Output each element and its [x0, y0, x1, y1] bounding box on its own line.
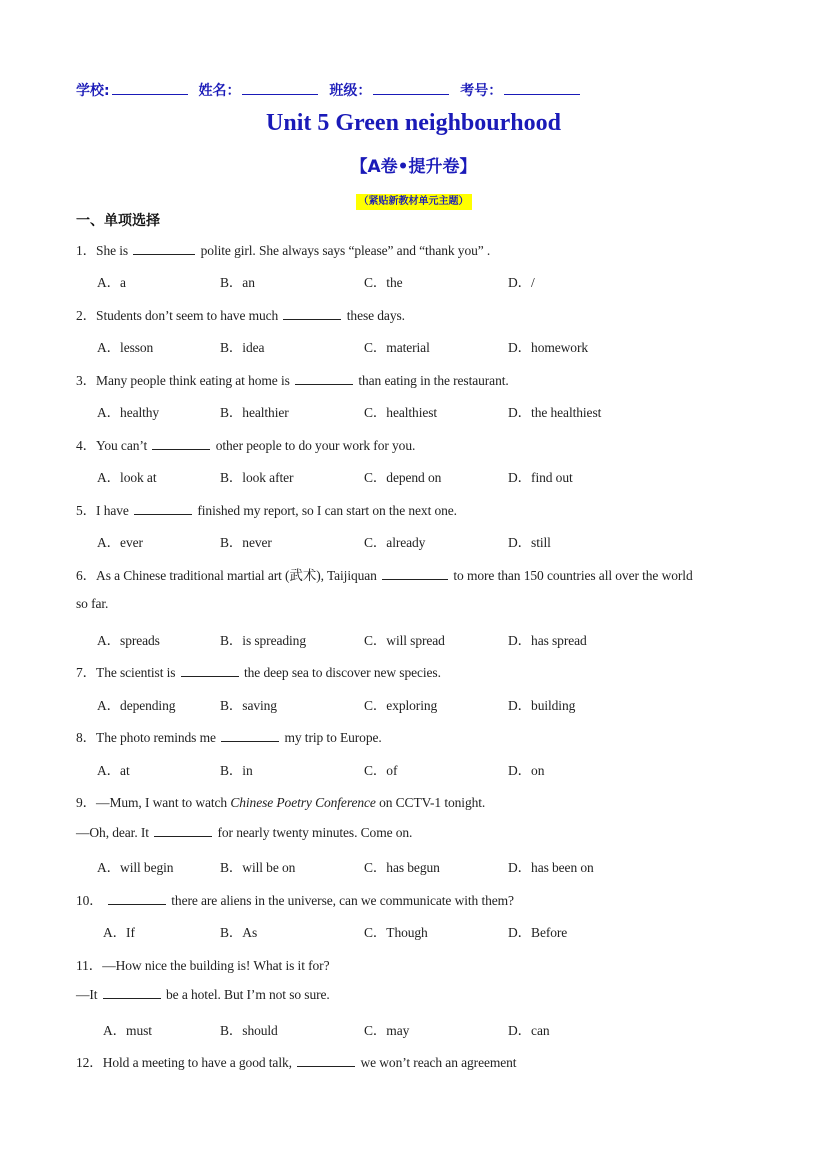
paper-subtitle: 【A卷•提升卷】 [350, 157, 477, 177]
option-c[interactable]: C．Though [364, 925, 428, 940]
answer-blank [283, 307, 341, 320]
question-text: 1．She is [76, 243, 129, 258]
options-10 [0, 921, 827, 939]
question-text: 7．The scientist is [76, 665, 176, 680]
option-b[interactable]: B．saving [220, 698, 277, 713]
option-c[interactable]: C．depend on [364, 470, 442, 485]
option-a[interactable]: A．must [103, 1023, 152, 1038]
option-c[interactable]: C．of [364, 763, 398, 778]
program-title: Chinese Poetry Conference [230, 795, 376, 810]
question-5 [76, 499, 457, 519]
answer-blank [108, 892, 166, 905]
question-text: the deep sea to discover new species. [244, 665, 441, 680]
question-text: there are aliens in the universe, can we communicate with them? [171, 893, 514, 908]
options-5 [0, 531, 827, 549]
question-text: 5．I have [76, 503, 129, 518]
option-b[interactable]: B．As [220, 925, 258, 940]
question-text: for nearly twenty minutes. Come on. [217, 825, 413, 840]
question-text: 10． [76, 893, 103, 908]
option-a[interactable]: A．healthy [97, 405, 160, 420]
question-text: 2．Students don’t seem to have much [76, 308, 279, 323]
options-9 [0, 856, 827, 874]
theme-badge: （紧贴新教材单元主题） [356, 194, 472, 210]
option-a[interactable]: A．spreads [97, 633, 160, 648]
option-d[interactable]: D．has been on [508, 860, 594, 875]
question-4 [76, 434, 415, 454]
option-a[interactable]: A．at [97, 763, 130, 778]
question-6 [76, 564, 693, 584]
exam-number-blank[interactable] [504, 82, 580, 95]
answer-blank [297, 1054, 355, 1067]
option-d[interactable]: D．building [508, 698, 576, 713]
question-text: 9．—Mum, I want to watch [76, 795, 228, 810]
question-text: 8．The photo reminds me [76, 730, 216, 745]
question-text: than eating in the restaurant. [358, 373, 509, 388]
options-6 [0, 629, 827, 647]
option-d[interactable]: D．can [508, 1023, 550, 1038]
option-d[interactable]: D．still [508, 535, 551, 550]
answer-blank [295, 372, 353, 385]
exam-number-label: 考号： [460, 83, 503, 99]
question-text: 3．Many people think eating at home is [76, 373, 290, 388]
student-info-line [76, 80, 586, 100]
option-d[interactable]: D．the healthiest [508, 405, 602, 420]
option-a[interactable]: A．a [97, 275, 126, 290]
question-text: —It [76, 987, 98, 1002]
answer-blank [133, 242, 195, 255]
page-title: Unit 5 Green neighbourhood [266, 110, 561, 136]
class-label: 班级： [329, 83, 372, 99]
option-c[interactable]: C．has begun [364, 860, 440, 875]
question-text: other people to do your work for you. [215, 438, 416, 453]
school-label: 学校: [76, 83, 110, 99]
question-11 [76, 954, 329, 974]
option-c[interactable]: C．the [364, 275, 403, 290]
option-b[interactable]: B．idea [220, 340, 265, 355]
answer-blank [103, 986, 161, 999]
school-blank[interactable] [112, 82, 188, 95]
option-c[interactable]: C．exploring [364, 698, 438, 713]
option-b[interactable]: B．healthier [220, 405, 289, 420]
options-3 [0, 401, 827, 419]
option-d[interactable]: D．has spread [508, 633, 587, 648]
answer-blank [154, 824, 212, 837]
option-b[interactable]: B．should [220, 1023, 278, 1038]
question-text: 11．—How nice the building is! What is it for? [76, 958, 330, 973]
badge-row [0, 191, 827, 210]
option-b[interactable]: B．is spreading [220, 633, 306, 648]
option-c[interactable]: C．will spread [364, 633, 445, 648]
question-1 [76, 239, 490, 259]
question-text: 4．You can’t [76, 438, 148, 453]
question-text: my trip to Europe. [284, 730, 382, 745]
options-2 [0, 336, 827, 354]
answer-blank [152, 437, 210, 450]
option-a[interactable]: A．ever [97, 535, 143, 550]
question-2 [76, 304, 405, 324]
option-d[interactable]: D．homework [508, 340, 588, 355]
section-title: 一、单项选择 [76, 213, 160, 229]
question-8 [76, 726, 382, 746]
question-11-reply [76, 986, 330, 1003]
answer-blank [382, 567, 448, 580]
options-4 [0, 466, 827, 484]
option-b[interactable]: B．never [220, 535, 272, 550]
question-text: these days. [346, 308, 405, 323]
option-a[interactable]: A．If [103, 925, 135, 940]
option-c[interactable]: C．already [364, 535, 426, 550]
question-10 [76, 889, 514, 909]
option-a[interactable]: A．lesson [97, 340, 154, 355]
options-1 [0, 271, 827, 289]
question-text: to more than 150 countries all over the world [453, 568, 693, 583]
question-text: finished my report, so I can start on the next one. [197, 503, 457, 518]
question-12 [76, 1051, 516, 1071]
question-text: 6．As a Chinese traditional martial art (武术), Taijiquan [76, 568, 377, 583]
question-text: —Oh, dear. It [76, 825, 149, 840]
option-b[interactable]: B．an [220, 275, 255, 290]
option-d[interactable]: D．Before [508, 925, 568, 940]
option-d[interactable]: D．on [508, 763, 545, 778]
question-3 [76, 369, 509, 389]
name-blank[interactable] [242, 82, 318, 95]
option-d[interactable]: D．find out [508, 470, 573, 485]
question-text: we won’t reach an agreement [360, 1055, 517, 1070]
options-8 [0, 759, 827, 777]
question-7 [76, 661, 441, 681]
option-d[interactable]: D．/ [508, 275, 535, 290]
option-c[interactable]: C．material [364, 340, 430, 355]
question-9-reply [76, 824, 412, 841]
option-c[interactable]: C．may [364, 1023, 410, 1038]
question-9 [76, 791, 485, 811]
question-text: be a hotel. But I’m not so sure. [166, 987, 330, 1002]
answer-blank [134, 502, 192, 515]
options-7 [0, 694, 827, 712]
option-b[interactable]: B．look after [220, 470, 294, 485]
question-6-continued: so far. [76, 596, 109, 611]
option-c[interactable]: C．healthiest [364, 405, 438, 420]
answer-blank [221, 729, 279, 742]
class-blank[interactable] [373, 82, 449, 95]
name-label: 姓名： [198, 83, 241, 99]
answer-blank [181, 664, 239, 677]
option-a[interactable]: A．look at [97, 470, 157, 485]
question-text: polite girl. She always says “please” and “thank you” . [200, 243, 491, 258]
question-text: on CCTV-1 tonight. [379, 795, 486, 810]
option-b[interactable]: B．will be on [220, 860, 296, 875]
options-11 [0, 1019, 827, 1037]
question-text: 12．Hold a meeting to have a good talk, [76, 1055, 292, 1070]
option-a[interactable]: A．depending [97, 698, 176, 713]
option-a[interactable]: A．will begin [97, 860, 174, 875]
option-b[interactable]: B．in [220, 763, 253, 778]
